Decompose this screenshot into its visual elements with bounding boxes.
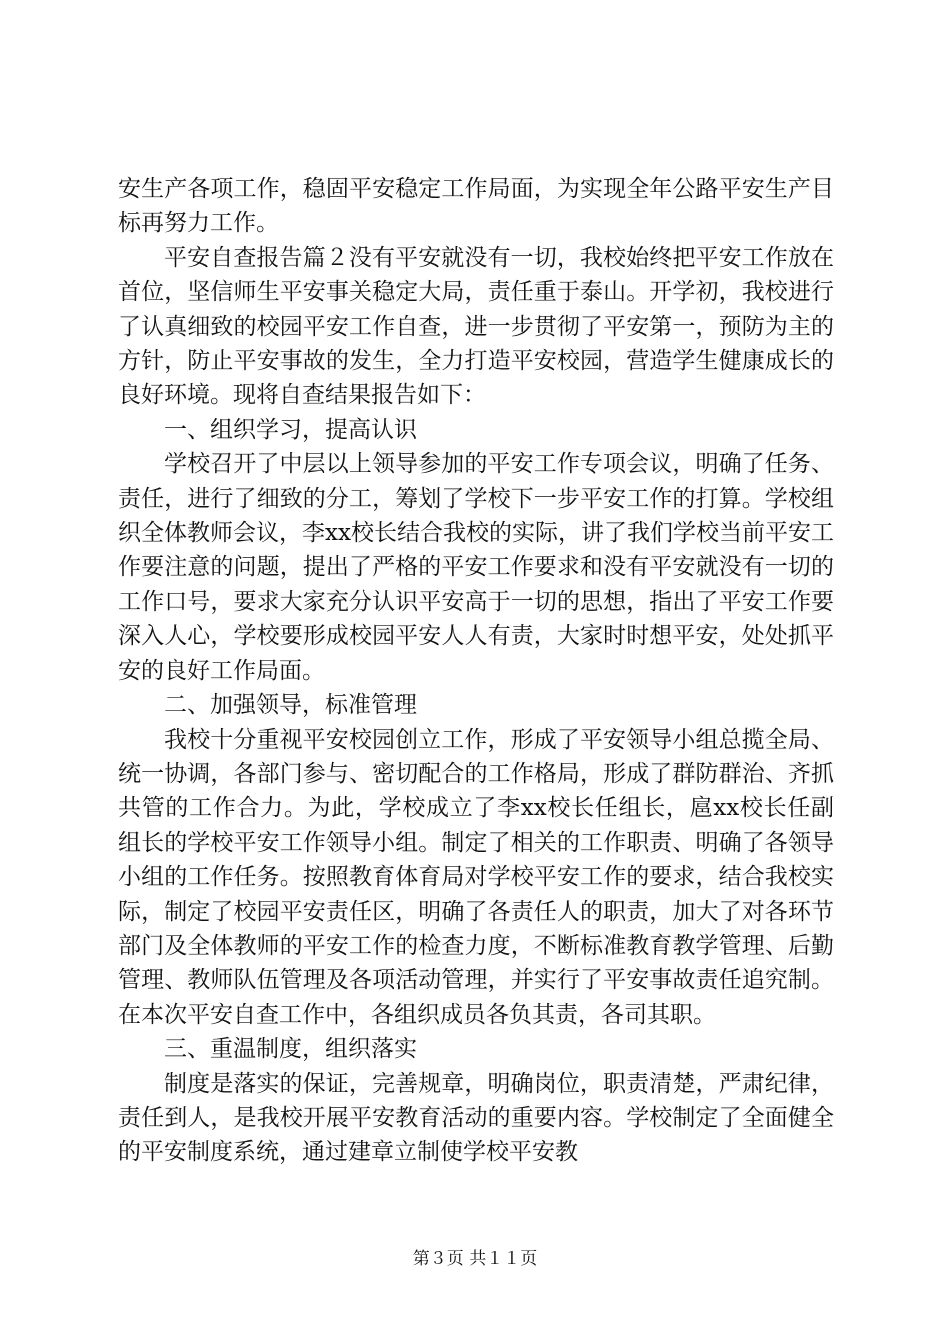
section-heading: 二、加强领导，标准管理 (164, 692, 417, 719)
paragraph: 我校十分重视平安校园创立工作，形成了平安领导小组总揽全局、统一协调，各部门参与、密切配合的工作格局，形成了群防群治、齐抓共管的工作合力。为此，学校成立了李xx校长任组长，扈xx校长任副组长的学校平安工作领导小组。制定了相关的工作职责、明确了各领导小组的工作任务。按照教育体育局对学校平安工作的要求，结合我校实际，制定了校园平安责任区，明确了各责任人的职责，加大了对各环节部门及全体教师的平安工作的检查力度，不断标准教育教学管理、后勤管理、教师队伍管理及各项活动管理，并实行了平安事故责任追究制。在本次平安自查工作中，各组织成员各负其责，各司其职。 (118, 726, 834, 1028)
page-number-footer: 第３页 共１１页 (412, 1249, 538, 1269)
document-body (118, 172, 834, 1170)
paragraph: 平安自查报告篇２没有平安就没有一切，我校始终把平安工作放在首位，坚信师生平安事关稳定大局，责任重于泰山。开学初，我校进行了认真细致的校园平安工作自查，进一步贯彻了平安第一，预防为主的方针，防止平安事故的发生，全力打造平安校园，营造学生健康成长的良好环境。现将自查结果报告如下： (118, 244, 834, 409)
section-heading: 一、组织学习，提高认识 (164, 416, 417, 443)
paragraph: 制度是落实的保证，完善规章，明确岗位，职责清楚，严肃纪律，责任到人，是我校开展平安教育活动的重要内容。学校制定了全面健全的平安制度系统，通过建章立制使学校平安教 (118, 1070, 834, 1166)
paragraph: 安生产各项工作，稳固平安稳定工作局面，为实现全年公路平安生产目标再努力工作。 (118, 176, 834, 237)
section-heading: 三、重温制度，组织落实 (164, 1036, 417, 1063)
paragraph: 学校召开了中层以上领导参加的平安工作专项会议，明确了任务、责任，进行了细致的分工，筹划了学校下一步平安工作的打算。学校组织全体教师会议，李xx校长结合我校的实际，讲了我们学校当前平安工作要注意的问题，提出了严格的平安工作要求和没有平安就没有一切的工作口号，要求大家充分认识平安高于一切的思想，指出了平安工作要深入人心，学校要形成校园平安人人有责，大家时时想平安，处处抓平安的良好工作局面。 (118, 451, 834, 684)
